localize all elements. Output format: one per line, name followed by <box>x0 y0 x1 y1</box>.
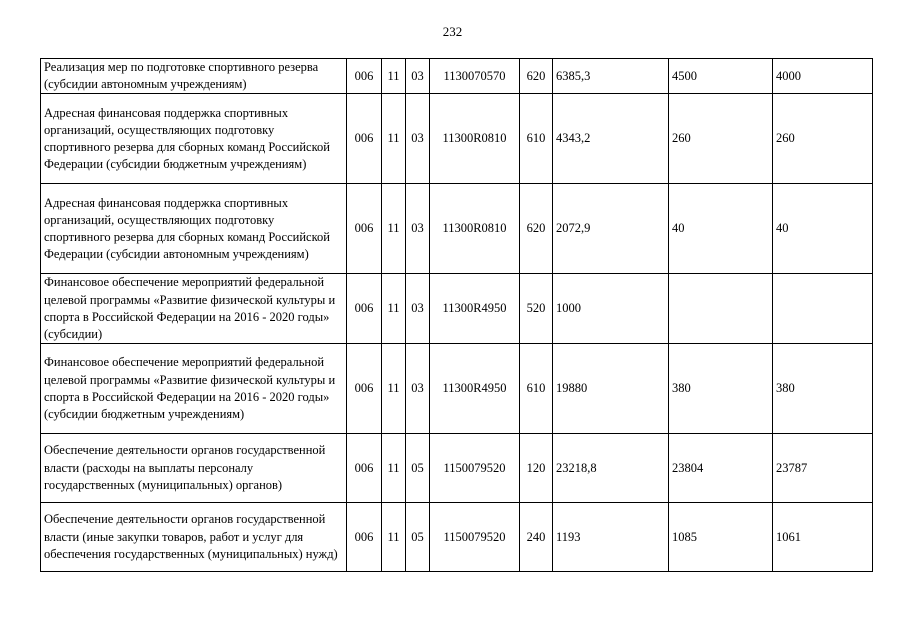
section-code: 11 <box>382 503 406 572</box>
expense-type-code: 610 <box>520 94 553 184</box>
amount-year-2 <box>669 274 773 344</box>
ministry-code: 006 <box>347 184 382 274</box>
expense-type-code: 620 <box>520 59 553 94</box>
amount-year-2: 23804 <box>669 434 773 503</box>
ministry-code: 006 <box>347 434 382 503</box>
table-row <box>41 274 873 344</box>
amount-year-1: 4343,2 <box>553 94 669 184</box>
row-description: Адресная финансовая поддержка спортивных организаций, осуществляющих подготовку спортивного резерва для сборных команд Российской Федерации (субсидии бюджетным учреждениям) <box>41 94 347 184</box>
subsection-code: 05 <box>406 503 430 572</box>
amount-year-1: 2072,9 <box>553 184 669 274</box>
amount-year-1: 1193 <box>553 503 669 572</box>
amount-year-1: 1000 <box>553 274 669 344</box>
target-article-code: 1150079520 <box>430 503 520 572</box>
amount-year-2: 4500 <box>669 59 773 94</box>
ministry-code: 006 <box>347 59 382 94</box>
subsection-code: 03 <box>406 344 430 434</box>
table-row <box>41 503 873 572</box>
row-description: Адресная финансовая поддержка спортивных организаций, осуществляющих подготовку спортивного резерва для сборных команд Российской Федерации (субсидии автономным учреждениям) <box>41 184 347 274</box>
section-code: 11 <box>382 434 406 503</box>
amount-year-2: 260 <box>669 94 773 184</box>
ministry-code: 006 <box>347 344 382 434</box>
row-description: Финансовое обеспечение мероприятий федеральной целевой программы «Развитие физической культуры и спорта в Российской Федерации на 2016 - 2020 годы» (субсидии бюджетным учреждениям) <box>41 344 347 434</box>
amount-year-3 <box>773 274 873 344</box>
section-code: 11 <box>382 344 406 434</box>
row-description: Обеспечение деятельности органов государственной власти (расходы на выплаты персоналу государственных (муниципальных) органов) <box>41 434 347 503</box>
subsection-code: 03 <box>406 94 430 184</box>
section-code: 11 <box>382 59 406 94</box>
expense-type-code: 610 <box>520 344 553 434</box>
amount-year-2: 40 <box>669 184 773 274</box>
ministry-code: 006 <box>347 94 382 184</box>
target-article-code: 11300R4950 <box>430 344 520 434</box>
subsection-code: 03 <box>406 274 430 344</box>
expense-type-code: 520 <box>520 274 553 344</box>
row-description: Финансовое обеспечение мероприятий федеральной целевой программы «Развитие физической культуры и спорта в Российской Федерации на 2016 - 2020 годы» (субсидии) <box>41 274 347 344</box>
target-article-code: 1130070570 <box>430 59 520 94</box>
section-code: 11 <box>382 94 406 184</box>
expense-type-code: 120 <box>520 434 553 503</box>
table-row <box>41 344 873 434</box>
row-description: Реализация мер по подготовке спортивного резерва (субсидии автономным учреждениям) <box>41 59 347 94</box>
target-article-code: 11300R0810 <box>430 94 520 184</box>
amount-year-3: 23787 <box>773 434 873 503</box>
ministry-code: 006 <box>347 503 382 572</box>
amount-year-3: 40 <box>773 184 873 274</box>
amount-year-2: 1085 <box>669 503 773 572</box>
target-article-code: 11300R0810 <box>430 184 520 274</box>
amount-year-3: 4000 <box>773 59 873 94</box>
subsection-code: 03 <box>406 59 430 94</box>
section-code: 11 <box>382 184 406 274</box>
subsection-code: 05 <box>406 434 430 503</box>
row-description: Обеспечение деятельности органов государственной власти (иные закупки товаров, работ и услуг для обеспечения государственных (муниципальных) нужд) <box>41 503 347 572</box>
section-code: 11 <box>382 274 406 344</box>
target-article-code: 1150079520 <box>430 434 520 503</box>
amount-year-1: 23218,8 <box>553 434 669 503</box>
expense-type-code: 240 <box>520 503 553 572</box>
budget-table <box>40 58 873 572</box>
amount-year-1: 6385,3 <box>553 59 669 94</box>
amount-year-3: 1061 <box>773 503 873 572</box>
table-row <box>41 59 873 94</box>
amount-year-2: 380 <box>669 344 773 434</box>
table-row <box>41 94 873 184</box>
expense-type-code: 620 <box>520 184 553 274</box>
amount-year-3: 260 <box>773 94 873 184</box>
ministry-code: 006 <box>347 274 382 344</box>
target-article-code: 11300R4950 <box>430 274 520 344</box>
subsection-code: 03 <box>406 184 430 274</box>
table-row <box>41 184 873 274</box>
table-row <box>41 434 873 503</box>
page-number: 232 <box>442 24 463 39</box>
amount-year-1: 19880 <box>553 344 669 434</box>
amount-year-3: 380 <box>773 344 873 434</box>
